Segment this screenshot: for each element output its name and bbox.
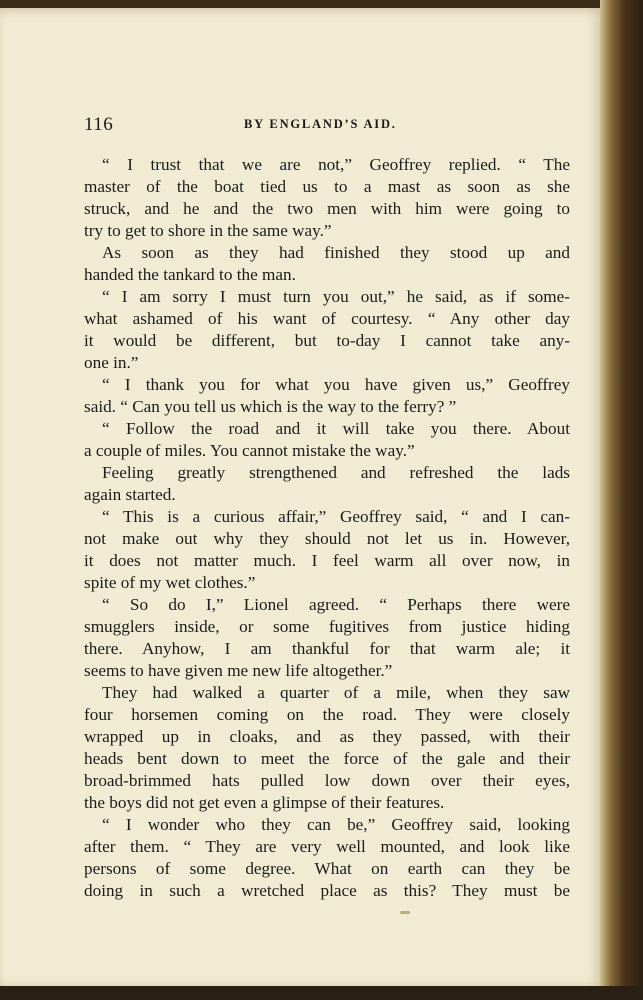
page-body-text — [84, 154, 570, 902]
text-line: “ This is a curious affair,” Geoffrey said, “ and I can- — [102, 507, 570, 526]
page-stack-edge — [600, 0, 643, 1000]
text-line: handed the tankard to the man. — [84, 265, 296, 284]
text-line: “ I am sorry I must turn you out,” he said, as if some- — [102, 287, 570, 306]
text-line: “ I trust that we are not,” Geoffrey replied. “ The — [102, 155, 570, 174]
text-line: struck, and he and the two men with him were going to — [84, 199, 570, 218]
text-line: persons of some degree. What on earth can they be — [84, 859, 570, 878]
page-number: 116 — [84, 114, 114, 135]
text-line: there. Anyhow, I am thankful for that warm ale; it — [84, 639, 570, 658]
text-line: heads bent down to meet the force of the gale and their — [84, 749, 570, 768]
page-header — [84, 114, 570, 138]
text-line: smugglers inside, or some fugitives from justice hiding — [84, 617, 570, 636]
text-line: seems to have given me new life altogether.” — [84, 661, 393, 680]
text-line: a couple of miles. You cannot mistake the way.” — [84, 441, 415, 460]
text-line: not make out why they should not let us in. However, — [84, 529, 570, 548]
text-line: spite of my wet clothes.” — [84, 573, 256, 592]
text-line: try to get to shore in the same way.” — [84, 221, 332, 240]
text-line: it does not matter much. I feel warm all over now, in — [84, 551, 570, 570]
text-line: broad-brimmed hats pulled low down over their eyes, — [84, 771, 570, 790]
text-line: wrapped up in cloaks, and as they passed, with their — [84, 727, 570, 746]
text-line: “ I wonder who they can be,” Geoffrey said, looking — [102, 815, 570, 834]
text-line: They had walked a quarter of a mile, when they saw — [102, 683, 570, 702]
top-binding-edge — [0, 0, 643, 8]
text-line: the boys did not get even a glimpse of their features. — [84, 793, 445, 812]
text-line: four horsemen coming on the road. They were closely — [84, 705, 570, 724]
text-line: what ashamed of his want of courtesy. “ Any other day — [84, 309, 570, 328]
text-line: “ I thank you for what you have given us,” Geoffrey — [102, 375, 570, 394]
text-line: said. “ Can you tell us which is the way to the ferry? ” — [84, 397, 457, 416]
text-line: master of the boat tied us to a mast as soon as she — [84, 177, 570, 196]
running-title: BY ENGLAND’S AID. — [244, 117, 397, 131]
paper-blemish — [400, 911, 410, 914]
bottom-binding-edge — [0, 986, 643, 1000]
text-line: doing in such a wretched place as this? They must be — [84, 881, 570, 900]
text-line: it would be different, but to-day I cannot take any- — [84, 331, 570, 350]
text-line: As soon as they had finished they stood up and — [102, 243, 570, 262]
text-line: one in.” — [84, 353, 139, 372]
book-page — [0, 8, 600, 986]
text-line: again started. — [84, 485, 176, 504]
text-line: “ So do I,” Lionel agreed. “ Perhaps there were — [102, 595, 570, 614]
text-line: after them. “ They are very well mounted, and look like — [84, 837, 570, 856]
text-line: “ Follow the road and it will take you there. About — [102, 419, 570, 438]
text-line: Feeling greatly strengthened and refreshed the lads — [102, 463, 570, 482]
